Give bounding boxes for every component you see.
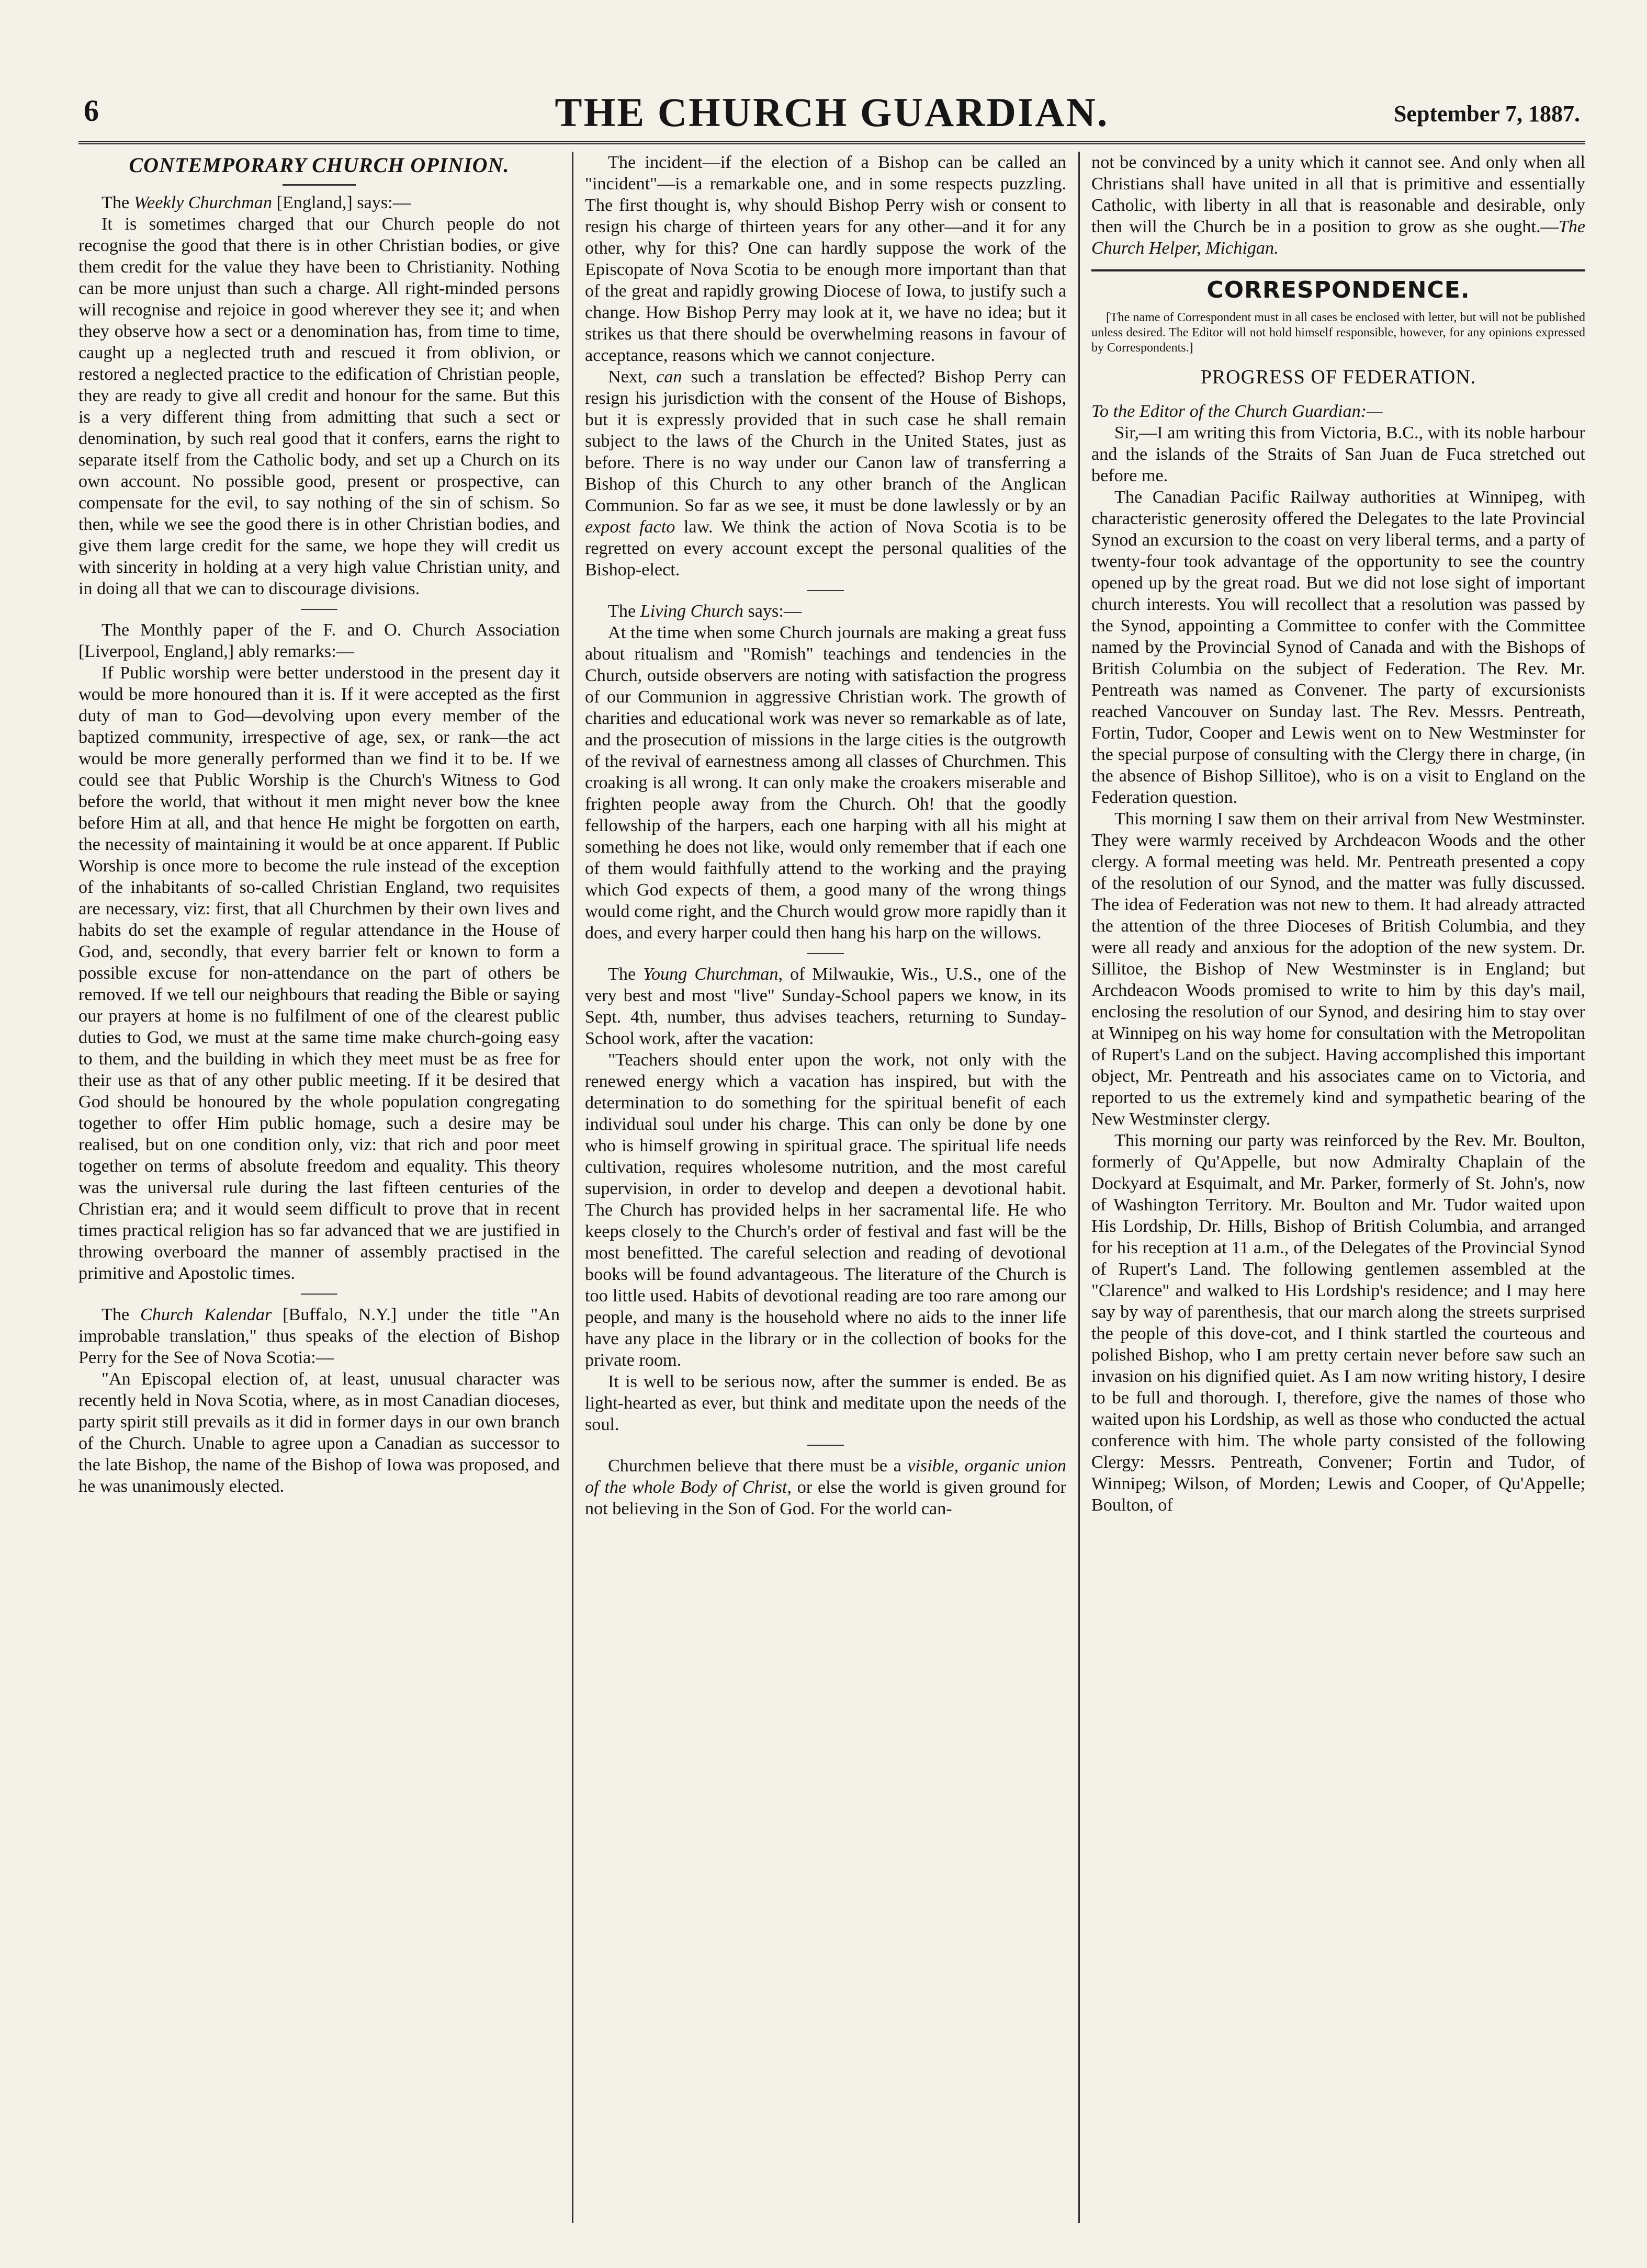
- text: or else the world is given ground for not believing in the Son of God. For the world can-: [585, 1478, 1066, 1518]
- article-intro: The Monthly paper of the F. and O. Church Association [Liverpool, England,] ably remarks:—: [78, 620, 560, 661]
- separator: [807, 1445, 844, 1446]
- letter-paragraph: The Canadian Pacific Railway authorities at Winnipeg, with characteristic generosity offered the Delegates to the late Provincial Synod an excursion to the coast on very liberal terms, and a party of twenty-four took advantage of the opportunity to see the country opened up by the great road. But we did not lose sight of important church interests. You will recollect that a resolution was passed by the Synod, appointing a Committee to confer with the Committee named by the Provincial Synod of Canada and with the Bishops of British Columbia on the subject of Federation. The Rev. Mr. Pentreath was named as Convener. The party of excursionists reached Vancouver on Sunday last. The Rev. Messrs. Pentreath, Fortin, Tudor, Cooper and Lewis went on to New Westminster for the special purpose of consulting with the Clergy there in charge, (in the absence of Bishop Sillitoe), who is on a visit to England on the Federation question.: [1091, 487, 1585, 807]
- letter-paragraph: This morning our party was reinforced by the Rev. Mr. Boulton, formerly of Qu'Appelle, but now Admiralty Chaplain of the Dockyard at Esquimalt, and Mr. Parker, formerly of St. John's, now of Washington Territory. Mr. Boulton and Mr. Tudor waited upon His Lordship, Dr. Hills, Bishop of British Columbia, and arranged for his reception at 11 a.m., of the Delegates of the Provincial Synod of Rupert's Land. The following gentlemen assembled at the "Clarence" and walked to His Lordship's residence; and I may here say by way of parenthesis, that our march along the streets surprised the people of this dove-cot, and I think startled the courteous and polished Bishop, who I am pretty certain never before saw such an invasion on his dignified quiet. As I am now writing history, I desire to be full and thorough. I, therefore, give the names of those who waited upon his Lordship, as well as those who conducted the actual conference with him. The whole party consisted of the following Clergy: Messrs. Pentreath, Convener; Fortin and Tudor, of Winnipeg; Wilson, of Morden; Lewis and Cooper, of Qu'Appelle; Boulton, of: [1091, 1131, 1585, 1515]
- text: law. We think the action of Nova Scotia is to be regretted on every account except the personal qualities of the Bishop-elect.: [585, 517, 1066, 580]
- intro-text: [England,] says:—: [272, 193, 411, 212]
- heading-rule: [283, 184, 356, 186]
- separator: [807, 590, 844, 591]
- correspondence-notice: [The name of Correspondent must in all cases be enclosed with letter, but will not be published unless desired. The Editor will not hold himself responsible, however, for any opinions expressed by Correspondents.]: [1091, 311, 1585, 355]
- correspondence-heading: CORRESPONDENCE.: [1091, 269, 1585, 306]
- intro-text: The: [101, 193, 134, 212]
- separator: [301, 1294, 337, 1295]
- source-name: Church Kalendar: [140, 1305, 272, 1324]
- intro-text: , of Milwaukie, Wis., U.S., one of the very best and most "live" Sunday-School papers we know, in its Sept. 4th, number, thus advises teachers, returning to Sunday-School work, after the vacation:: [585, 965, 1066, 1048]
- article-paragraph: [1091, 152, 1585, 259]
- letter-paragraph: This morning I saw them on their arrival from New Westminster. They were warmly received by Archdeacon Woods and the other clergy. A formal meeting was held. Mr. Pentreath presented a copy of the resolution of our Synod, and the matter was fully discussed. The idea of Federation was not new to them. It had already attracted the attention of the three Dioceses of British Columbia, and they were all ready and anxious for the adoption of the new system. Dr. Sillitoe, the Bishop of New Westminster is in England; but Archdeacon Woods promised to write to him by this day's mail, enclosing the resolution of our Synod, and desiring him to stay over at Winnipeg on his way home for consultation with the Metropolitan of Rupert's Land on the subject. Having accomplished this important object, Mr. Pentreath and his associates came on to Victoria, and reported to us the extremely kind and sympathetic bearing of the New Westminster clergy.: [1091, 809, 1585, 1129]
- intro-text: says:—: [743, 602, 802, 621]
- source-name: Living Church: [640, 602, 743, 621]
- page-number: 6: [84, 94, 99, 128]
- column-rule-1: [572, 152, 573, 2223]
- intro-text: [Buffalo, N.Y.] under the title "An improbable translation," thus speaks of the election of Bishop Perry for the See of Nova Scotia:—: [78, 1305, 560, 1367]
- source-name: Weekly Churchman: [133, 193, 272, 212]
- article-intro: [585, 600, 1066, 622]
- intro-text: The: [608, 965, 644, 984]
- article-paragraph: If Public worship were better understood in the present day it would be more honoured than it is. If it were accepted as the first duty of man to God—devolving upon every member of the baptized community, irrespective of age, sex, or rank—the act would be more generally performed than we find it to be. If we could see that Public Worship is the Church's Witness to God before the world, that without it men might never bow the knee before Him at all, and that hence He might be forgotten on earth, the necessity of maintaining it would be at once apparent. If Public Worship is once more to become the rule instead of the exception of the inhabitants of so-called Christian England, two requisites are necessary, viz: first, that all Churchmen by their own lives and habits do set the example of regular attendance in the House of God, and, secondly, that every barrier felt or known to form a possible excuse for non-attendance on the part of others be removed. If we tell our neighbours that reading the Bible or saying our prayers at home is no fulfilment of one of the clearest public duties to God, we must at the same time make church-going easy to them, and the building in which they meet must be as free for their use as that of any other public meeting. If it be desired that God should be honoured by the whole population congregating together to offer Him public homage, such a desire may be realised, but on one condition only, viz: that rich and poor meet together on terms of absolute freedom and equality. This theory was the universal rule during the last fifteen centuries of the Christian era; and it would seem difficult to prove that in recent times practical religion has so far advanced that we are justified in throwing overboard the manner of assembly practised in the primitive and Apostolic times.: [78, 663, 560, 1283]
- column-3: [1091, 152, 1585, 2223]
- separator: [301, 609, 337, 610]
- emphasis: visible, organic union of the whole Body of Christ,: [585, 1456, 1066, 1497]
- article-paragraph: [585, 366, 1066, 581]
- article-intro: [585, 963, 1066, 1049]
- text: Churchmen believe that there must be a: [608, 1456, 908, 1476]
- source-name: The Church Helper, Michigan.: [1091, 217, 1585, 258]
- separator: [807, 953, 844, 954]
- source-name: Young Churchman: [643, 965, 779, 984]
- letter-paragraph: Sir,—I am writing this from Victoria, B.C., with its noble harbour and the islands of the Straits of San Juan de Fuca stretched out before me.: [1091, 423, 1585, 485]
- column-rule-2: [1078, 152, 1080, 2223]
- article-paragraph: [585, 1455, 1066, 1519]
- article-paragraph: It is sometimes charged that our Church people do not recognise the good that there is in other Christian bodies, or give them credit for the value they have been to Christianity. Nothing can be more unjust than such a charge. All right-minded persons will recognise and rejoice in good wherever they see it; and when they observe how a sect or a denomination has, from time to time, caught up a neglected truth and rescued it from oblivion, or restored a neglected practice to the edification of Christian people, they are ready to give all credit and honour for the same. But this is a very different thing from admitting that such a sect or denomination, by such real good that it confers, earns the right to separate itself from the Catholic body, and set up a Church on its own account. No possible good, present or prospective, can compensate for the evil, to say nothing of the sin of schism. So then, while we see the good there is in other Christian bodies, and give them large credit for the same, we hope they will credit us with sincerity in holding at a very high value Christian unity, and in doing all that we can to discourage divisions.: [78, 214, 560, 598]
- section-heading: CONTEMPORARY CHURCH OPINION.: [129, 153, 510, 177]
- issue-date: September 7, 1887.: [1393, 101, 1580, 127]
- article-paragraph: At the time when some Church journals are making a great fuss about ritualism and "Romish" teachings and tendencies in the Church, outside observers are noting with satisfaction the progress of our Communion in aggressive Christian work. The growth of charities and educational work was never so remarkable as of late, and the prosecution of missions in the large cities is the outgrowth of the revival of earnestness among all classes of Churchmen. This croaking is all wrong. It can only make the croakers miserable and frighten people away from the Church. Oh! that the goodly fellowship of the harpers, each one harping with all his might at something he does not like, would only remember that if each one of them would faithfully attend to the working and the praying which God expects of them, a good many of the wrong things would come right, and the Church would grow more rapidly than it does, and every harper could then hang his harp on the willows.: [585, 623, 1066, 943]
- text: not be convinced by a unity which it cannot see. And only when all Christians shall have united in all that is primitive and essentially Catholic, with liberty in all that is reasonable and desirable, only then will the Church be in a position to grow as she ought.—: [1091, 153, 1585, 236]
- text: such a translation be effected? Bishop Perry can resign his jurisdiction with the consent of the House of Bishops, but it is expressly provided that in such case he shall remain subject to the laws of the Church in the United States, just as before. There is no way under our Canon law of transferring a Bishop of this Church to any other branch of the Anglican Communion. So far as we see, it must be done lawlessly or by an: [585, 367, 1066, 515]
- newspaper-title: THE CHURCH GUARDIAN.: [555, 89, 1109, 135]
- article-paragraph: "Teachers should enter upon the work, not only with the renewed energy which a vacation has inspired, but with the determination to do something for the spiritual benefit of each individual soul under his charge. This can only be done by one who is himself growing in spiritual grace. The spiritual life needs cultivation, requires wholesome nutrition, and the most careful supervision, in order to develop and deepen a devotional habit. The Church has provided helps in her sacramental life. He who keeps closely to the Church's order of festival and fast will be the most benefitted. The careful selection and reading of devotional books will be found advantageous. The literature of the Church is too little used. Habits of devotional reading are too rare among our people, and many is the household where no aids to the inner life have any place in the library or in the collection of books for the private room.: [585, 1050, 1066, 1370]
- column-1: [78, 152, 560, 2223]
- intro-text: The: [101, 1305, 140, 1324]
- emphasis: expost facto: [585, 517, 675, 537]
- article-intro: [78, 1304, 560, 1368]
- intro-text: The: [608, 602, 640, 621]
- text: Next,: [608, 367, 657, 387]
- masthead: [78, 89, 1585, 144]
- column-2: [585, 152, 1066, 2223]
- article-paragraph: It is well to be serious now, after the summer is ended. Be as light-hearted as ever, but think and meditate upon the needs of the soul.: [585, 1372, 1066, 1434]
- article-paragraph: "An Episcopal election of, at least, unusual character was recently held in Nova Scotia, where, as in most Canadian dioceses, party spirit still prevails as it did in former days in our own branch of the Church. Unable to agree upon a Canadian as successor to the late Bishop, the name of the Bishop of Iowa was proposed, and he was unanimously elected.: [78, 1369, 560, 1496]
- salutation: To the Editor of the Church Guardian:—: [1091, 402, 1383, 421]
- letter-title: PROGRESS OF FEDERATION.: [1200, 366, 1476, 388]
- article-intro: [78, 192, 560, 213]
- emphasis: can: [656, 367, 682, 387]
- article-paragraph: The incident—if the election of a Bishop can be called an "incident"—is a remarkable one, and in some respects puzzling. The first thought is, why should Bishop Perry wish or consent to resign his charge of thirteen years for any other—and it for any other, why for this? One can hardly suppose the work of the Episcopate of Nova Scotia to be enough more important than that of the great and rapidly growing Diocese of Iowa, to justify such a change. How Bishop Perry may look at it, we have no idea; but it strikes us that there should be overwhelming reasons in favour of acceptance, reasons which we cannot conjecture.: [585, 153, 1066, 365]
